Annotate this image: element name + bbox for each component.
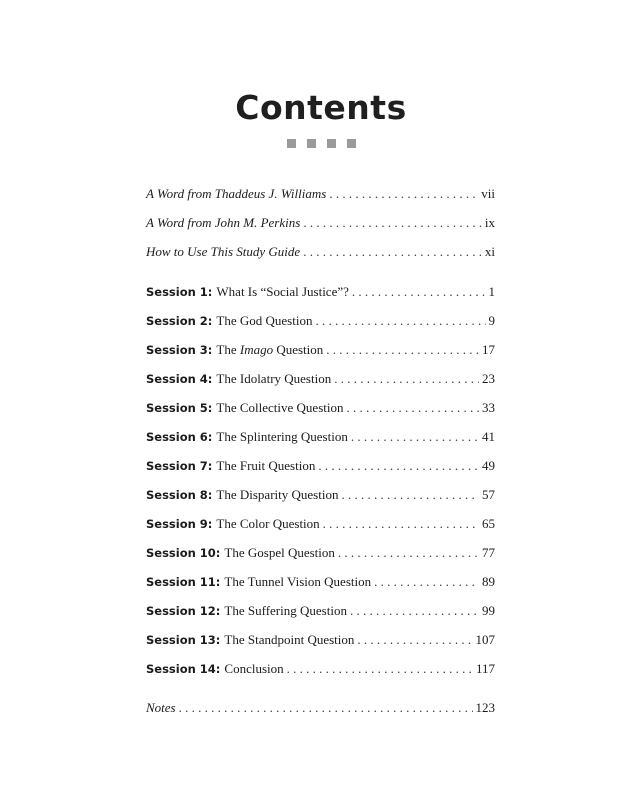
- page-title: Contents: [235, 88, 407, 127]
- session-title: The Color Question: [216, 516, 320, 531]
- session-number: Session 14:: [146, 662, 221, 676]
- session-title-part: The: [216, 342, 240, 357]
- toc-page-number: 57: [482, 487, 495, 502]
- session-number: Session 7:: [146, 459, 213, 473]
- toc-page-number: 9: [488, 313, 495, 328]
- session-title: The Disparity Question: [216, 487, 339, 502]
- toc-entry-label: A Word from John M. Perkins: [146, 215, 301, 230]
- dot-leader: [341, 487, 479, 503]
- toc-entry-session[interactable]: [146, 632, 495, 652]
- dot-leader: [347, 400, 480, 416]
- session-title-part: Question: [273, 342, 324, 357]
- toc-page-number: 17: [482, 342, 495, 357]
- toc-page-number: ix: [484, 215, 495, 230]
- dot-leader: [303, 244, 482, 260]
- session-title: What Is “Social Justice”?: [216, 284, 349, 299]
- dot-leader: [350, 603, 479, 619]
- dot-leader: [351, 429, 479, 445]
- dot-leader: [357, 632, 472, 648]
- toc-page-number: 1: [488, 284, 495, 299]
- toc-entry-session[interactable]: [146, 284, 495, 304]
- dot-leader: [303, 215, 482, 231]
- session-title: The God Question: [216, 313, 313, 328]
- toc-entry-session[interactable]: [146, 371, 495, 391]
- toc-entry-session[interactable]: [146, 487, 495, 507]
- toc-page-number: 23: [482, 371, 495, 386]
- ornament-square: [307, 139, 316, 148]
- toc-entry-front[interactable]: [146, 186, 495, 206]
- toc-entry-label: Notes: [146, 700, 176, 715]
- session-number: Session 13:: [146, 633, 221, 647]
- session-number: Session 12:: [146, 604, 221, 618]
- toc-page-number: vii: [481, 186, 495, 201]
- session-number: Session 3:: [146, 343, 213, 357]
- session-title: [216, 342, 323, 358]
- toc-entry-session[interactable]: [146, 661, 495, 681]
- session-title: The Collective Question: [216, 400, 344, 415]
- title-ornament: [0, 139, 642, 148]
- session-number: Session 10:: [146, 546, 221, 560]
- toc-entry-session[interactable]: [146, 574, 495, 594]
- toc-page-number: 89: [482, 574, 495, 589]
- session-number: Session 8:: [146, 488, 213, 502]
- toc-entry-session[interactable]: [146, 516, 495, 536]
- session-number: Session 11:: [146, 575, 221, 589]
- toc-page-number: 123: [475, 700, 495, 715]
- dot-leader: [326, 342, 479, 358]
- toc-entry-session[interactable]: [146, 400, 495, 420]
- session-title: The Splintering Question: [216, 429, 348, 444]
- dot-leader: [287, 661, 473, 677]
- toc-entry-front[interactable]: [146, 215, 495, 235]
- session-title: Conclusion: [224, 661, 284, 676]
- toc-page-number: 41: [482, 429, 495, 444]
- toc-page-number: 65: [482, 516, 495, 531]
- toc-entry-session[interactable]: [146, 313, 495, 333]
- dot-leader: [318, 458, 479, 474]
- toc-page-number: 33: [482, 400, 495, 415]
- session-number: Session 2:: [146, 314, 213, 328]
- session-number: Session 4:: [146, 372, 213, 386]
- session-number: Session 9:: [146, 517, 213, 531]
- toc-page-number: 107: [475, 632, 495, 647]
- toc-entry-back[interactable]: [146, 700, 495, 720]
- dot-leader: [179, 700, 473, 716]
- toc-page-number: 117: [475, 661, 495, 676]
- session-title: The Suffering Question: [224, 603, 347, 618]
- toc-page-number: 99: [482, 603, 495, 618]
- session-title-emphasis: Imago: [239, 342, 274, 357]
- toc-entry-front[interactable]: [146, 244, 495, 264]
- dot-leader: [374, 574, 479, 590]
- toc-entry-label: How to Use This Study Guide: [146, 244, 301, 259]
- session-title: The Fruit Question: [216, 458, 316, 473]
- toc-entry-label: A Word from Thaddeus J. Williams: [146, 186, 327, 201]
- session-number: Session 1:: [146, 285, 213, 299]
- dot-leader: [329, 186, 478, 202]
- dot-leader: [338, 545, 479, 561]
- session-number: Session 6:: [146, 430, 213, 444]
- toc-entry-session[interactable]: [146, 342, 495, 362]
- session-title: The Standpoint Question: [224, 632, 355, 647]
- dot-leader: [323, 516, 479, 532]
- dot-leader: [352, 284, 486, 300]
- session-title: The Tunnel Vision Question: [224, 574, 372, 589]
- toc-entry-session[interactable]: [146, 429, 495, 449]
- toc-entry-session[interactable]: [146, 603, 495, 623]
- session-number: Session 5:: [146, 401, 213, 415]
- dot-leader: [334, 371, 479, 387]
- session-title: The Idolatry Question: [216, 371, 332, 386]
- toc-entry-session[interactable]: [146, 458, 495, 478]
- toc-page-number: xi: [484, 244, 495, 259]
- toc-entry-session[interactable]: [146, 545, 495, 565]
- dot-leader: [315, 313, 485, 329]
- ornament-square: [287, 139, 296, 148]
- ornament-square: [347, 139, 356, 148]
- ornament-square: [327, 139, 336, 148]
- session-title: The Gospel Question: [224, 545, 335, 560]
- toc-page-number: 77: [482, 545, 495, 560]
- toc-page-number: 49: [482, 458, 495, 473]
